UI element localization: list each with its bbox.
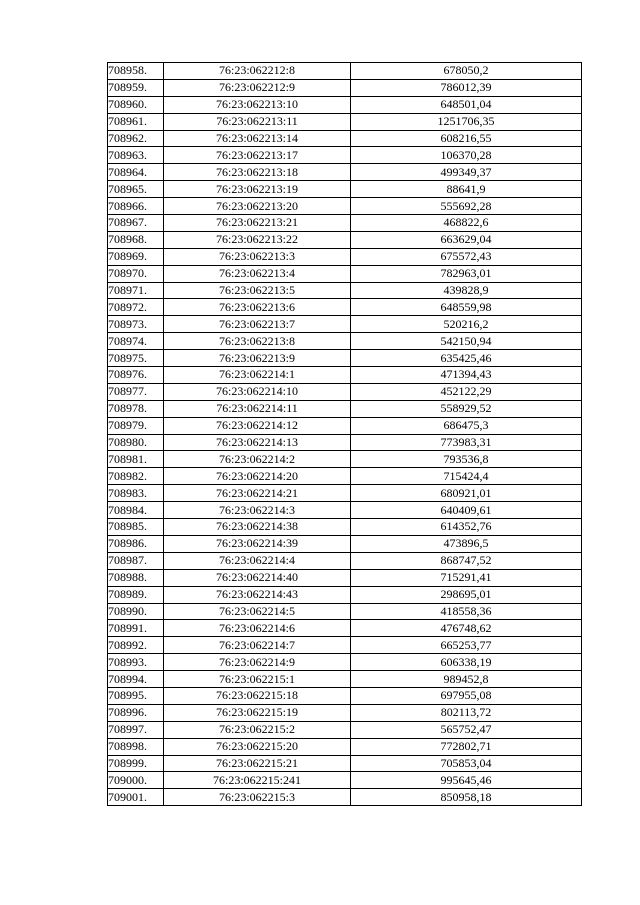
table-row bbox=[108, 502, 582, 519]
row-number-cell: 708969. bbox=[108, 248, 164, 265]
cadastral-value-cell: 499349,37 bbox=[351, 164, 582, 181]
table-row bbox=[108, 400, 582, 417]
cadastral-value-cell: 565752,47 bbox=[351, 721, 582, 738]
table-row bbox=[108, 282, 582, 299]
cadastral-number-cell: 76:23:062214:1 bbox=[164, 367, 351, 384]
table-row bbox=[108, 789, 582, 806]
table-row bbox=[108, 417, 582, 434]
row-number-cell: 708976. bbox=[108, 367, 164, 384]
cadastral-number-cell: 76:23:062214:7 bbox=[164, 637, 351, 654]
cadastral-number-cell: 76:23:062212:8 bbox=[164, 63, 351, 80]
cadastral-number-cell: 76:23:062213:4 bbox=[164, 265, 351, 282]
cadastral-number-cell: 76:23:062214:5 bbox=[164, 603, 351, 620]
cadastral-value-cell: 106370,28 bbox=[351, 147, 582, 164]
row-number-cell: 708978. bbox=[108, 400, 164, 417]
row-number-cell: 708984. bbox=[108, 502, 164, 519]
row-number-cell: 708974. bbox=[108, 333, 164, 350]
row-number-cell: 708958. bbox=[108, 63, 164, 80]
cadastral-value-cell: 476748,62 bbox=[351, 620, 582, 637]
row-number-cell: 708967. bbox=[108, 215, 164, 232]
cadastral-value-cell: 705853,04 bbox=[351, 755, 582, 772]
row-number-cell: 709000. bbox=[108, 772, 164, 789]
row-number-cell: 708975. bbox=[108, 350, 164, 367]
row-number-cell: 708995. bbox=[108, 687, 164, 704]
cadastral-value-cell: 608216,55 bbox=[351, 130, 582, 147]
cadastral-number-cell: 76:23:062213:20 bbox=[164, 198, 351, 215]
cadastral-value-cell: 558929,52 bbox=[351, 400, 582, 417]
row-number-cell: 708965. bbox=[108, 181, 164, 198]
cadastral-number-cell: 76:23:062214:38 bbox=[164, 519, 351, 536]
table-row bbox=[108, 552, 582, 569]
table-row bbox=[108, 130, 582, 147]
row-number-cell: 708977. bbox=[108, 383, 164, 400]
row-number-cell: 708964. bbox=[108, 164, 164, 181]
row-number-cell: 708982. bbox=[108, 468, 164, 485]
table-row bbox=[108, 333, 582, 350]
cadastral-value-cell: 686475,3 bbox=[351, 417, 582, 434]
row-number-cell: 708996. bbox=[108, 704, 164, 721]
cadastral-number-cell: 76:23:062214:6 bbox=[164, 620, 351, 637]
row-number-cell: 709001. bbox=[108, 789, 164, 806]
cadastral-value-cell: 520216,2 bbox=[351, 316, 582, 333]
row-number-cell: 708988. bbox=[108, 569, 164, 586]
cadastral-number-cell: 76:23:062214:12 bbox=[164, 417, 351, 434]
cadastral-value-cell: 782963,01 bbox=[351, 265, 582, 282]
row-number-cell: 708983. bbox=[108, 485, 164, 502]
cadastral-value-cell: 88641,9 bbox=[351, 181, 582, 198]
cadastral-value-cell: 542150,94 bbox=[351, 333, 582, 350]
cadastral-number-cell: 76:23:062213:5 bbox=[164, 282, 351, 299]
cadastral-value-cell: 471394,43 bbox=[351, 367, 582, 384]
table-row bbox=[108, 198, 582, 215]
cadastral-value-cell: 663629,04 bbox=[351, 231, 582, 248]
cadastral-number-cell: 76:23:062213:18 bbox=[164, 164, 351, 181]
cadastral-number-cell: 76:23:062214:40 bbox=[164, 569, 351, 586]
cadastral-number-cell: 76:23:062215:21 bbox=[164, 755, 351, 772]
row-number-cell: 708989. bbox=[108, 586, 164, 603]
table-row bbox=[108, 299, 582, 316]
table-row bbox=[108, 350, 582, 367]
table-row bbox=[108, 603, 582, 620]
table-row bbox=[108, 721, 582, 738]
row-number-cell: 708979. bbox=[108, 417, 164, 434]
cadastral-value-cell: 1251706,35 bbox=[351, 113, 582, 130]
table-row bbox=[108, 654, 582, 671]
table-row bbox=[108, 96, 582, 113]
cadastral-number-cell: 76:23:062214:4 bbox=[164, 552, 351, 569]
table-row bbox=[108, 772, 582, 789]
cadastral-value-cell: 715291,41 bbox=[351, 569, 582, 586]
table-row bbox=[108, 265, 582, 282]
table-row bbox=[108, 519, 582, 536]
cadastral-number-cell: 76:23:062214:9 bbox=[164, 654, 351, 671]
cadastral-number-cell: 76:23:062214:21 bbox=[164, 485, 351, 502]
cadastral-number-cell: 76:23:062214:39 bbox=[164, 535, 351, 552]
cadastral-number-cell: 76:23:062215:18 bbox=[164, 687, 351, 704]
cadastral-value-cell: 640409,61 bbox=[351, 502, 582, 519]
cadastral-value-cell: 868747,52 bbox=[351, 552, 582, 569]
table-row bbox=[108, 704, 582, 721]
cadastral-number-cell: 76:23:062215:20 bbox=[164, 738, 351, 755]
table-row bbox=[108, 535, 582, 552]
row-number-cell: 708973. bbox=[108, 316, 164, 333]
cadastral-number-cell: 76:23:062215:2 bbox=[164, 721, 351, 738]
table-row bbox=[108, 485, 582, 502]
cadastral-number-cell: 76:23:062213:7 bbox=[164, 316, 351, 333]
table-row bbox=[108, 181, 582, 198]
row-number-cell: 708966. bbox=[108, 198, 164, 215]
row-number-cell: 708963. bbox=[108, 147, 164, 164]
table-row bbox=[108, 671, 582, 688]
cadastral-value-cell: 452122,29 bbox=[351, 383, 582, 400]
cadastral-number-cell: 76:23:062213:8 bbox=[164, 333, 351, 350]
table-row bbox=[108, 215, 582, 232]
cadastral-number-cell: 76:23:062214:20 bbox=[164, 468, 351, 485]
row-number-cell: 708999. bbox=[108, 755, 164, 772]
row-number-cell: 708968. bbox=[108, 231, 164, 248]
cadastral-number-cell: 76:23:062214:43 bbox=[164, 586, 351, 603]
cadastral-value-cell: 995645,46 bbox=[351, 772, 582, 789]
cadastral-number-cell: 76:23:062213:3 bbox=[164, 248, 351, 265]
cadastral-value-cell: 468822,6 bbox=[351, 215, 582, 232]
row-number-cell: 708980. bbox=[108, 434, 164, 451]
row-number-cell: 708992. bbox=[108, 637, 164, 654]
row-number-cell: 708987. bbox=[108, 552, 164, 569]
table-row bbox=[108, 434, 582, 451]
cadastral-value-cell: 786012,39 bbox=[351, 79, 582, 96]
row-number-cell: 708986. bbox=[108, 535, 164, 552]
row-number-cell: 708985. bbox=[108, 519, 164, 536]
row-number-cell: 708959. bbox=[108, 79, 164, 96]
cadastral-value-cell: 773983,31 bbox=[351, 434, 582, 451]
table-row bbox=[108, 316, 582, 333]
cadastral-number-cell: 76:23:062213:17 bbox=[164, 147, 351, 164]
cadastral-value-cell: 678050,2 bbox=[351, 63, 582, 80]
cadastral-value-cell: 648501,04 bbox=[351, 96, 582, 113]
table-row bbox=[108, 383, 582, 400]
cadastral-number-cell: 76:23:062215:19 bbox=[164, 704, 351, 721]
table-row bbox=[108, 113, 582, 130]
cadastral-value-cell: 473896,5 bbox=[351, 535, 582, 552]
cadastral-number-cell: 76:23:062215:3 bbox=[164, 789, 351, 806]
row-number-cell: 708961. bbox=[108, 113, 164, 130]
cadastral-number-cell: 76:23:062214:3 bbox=[164, 502, 351, 519]
cadastral-number-cell: 76:23:062212:9 bbox=[164, 79, 351, 96]
table-row bbox=[108, 367, 582, 384]
cadastral-number-cell: 76:23:062214:2 bbox=[164, 451, 351, 468]
cadastral-number-cell: 76:23:062215:1 bbox=[164, 671, 351, 688]
cadastral-value-cell: 850958,18 bbox=[351, 789, 582, 806]
table-row bbox=[108, 586, 582, 603]
cadastral-value-cell: 439828,9 bbox=[351, 282, 582, 299]
cadastral-number-cell: 76:23:062213:11 bbox=[164, 113, 351, 130]
cadastral-value-cell: 772802,71 bbox=[351, 738, 582, 755]
cadastral-value-cell: 715424,4 bbox=[351, 468, 582, 485]
cadastral-value-cell: 802113,72 bbox=[351, 704, 582, 721]
cadastral-value-cell: 606338,19 bbox=[351, 654, 582, 671]
table-row bbox=[108, 620, 582, 637]
table-row bbox=[108, 569, 582, 586]
cadastral-number-cell: 76:23:062214:13 bbox=[164, 434, 351, 451]
cadastral-number-cell: 76:23:062213:6 bbox=[164, 299, 351, 316]
cadastral-value-cell: 418558,36 bbox=[351, 603, 582, 620]
row-number-cell: 708981. bbox=[108, 451, 164, 468]
cadastral-value-table bbox=[107, 62, 582, 806]
table-row bbox=[108, 248, 582, 265]
table-row bbox=[108, 738, 582, 755]
cadastral-value-cell: 675572,43 bbox=[351, 248, 582, 265]
table-row bbox=[108, 451, 582, 468]
row-number-cell: 708997. bbox=[108, 721, 164, 738]
table-row bbox=[108, 637, 582, 654]
cadastral-value-cell: 697955,08 bbox=[351, 687, 582, 704]
cadastral-value-cell: 298695,01 bbox=[351, 586, 582, 603]
cadastral-value-cell: 793536,8 bbox=[351, 451, 582, 468]
cadastral-number-cell: 76:23:062214:11 bbox=[164, 400, 351, 417]
cadastral-value-cell: 648559,98 bbox=[351, 299, 582, 316]
cadastral-value-cell: 555692,28 bbox=[351, 198, 582, 215]
row-number-cell: 708972. bbox=[108, 299, 164, 316]
cadastral-number-cell: 76:23:062213:14 bbox=[164, 130, 351, 147]
cadastral-value-cell: 680921,01 bbox=[351, 485, 582, 502]
row-number-cell: 708962. bbox=[108, 130, 164, 147]
cadastral-number-cell: 76:23:062215:241 bbox=[164, 772, 351, 789]
row-number-cell: 708993. bbox=[108, 654, 164, 671]
row-number-cell: 708971. bbox=[108, 282, 164, 299]
row-number-cell: 708990. bbox=[108, 603, 164, 620]
table-row bbox=[108, 231, 582, 248]
cadastral-number-cell: 76:23:062213:9 bbox=[164, 350, 351, 367]
cadastral-number-cell: 76:23:062214:10 bbox=[164, 383, 351, 400]
row-number-cell: 708970. bbox=[108, 265, 164, 282]
row-number-cell: 708960. bbox=[108, 96, 164, 113]
table-row bbox=[108, 63, 582, 80]
cadastral-value-cell: 989452,8 bbox=[351, 671, 582, 688]
cadastral-value-cell: 614352,76 bbox=[351, 519, 582, 536]
table-row bbox=[108, 79, 582, 96]
table-body bbox=[108, 63, 582, 806]
table-row bbox=[108, 164, 582, 181]
cadastral-value-cell: 635425,46 bbox=[351, 350, 582, 367]
cadastral-value-cell: 665253,77 bbox=[351, 637, 582, 654]
row-number-cell: 708991. bbox=[108, 620, 164, 637]
cadastral-number-cell: 76:23:062213:19 bbox=[164, 181, 351, 198]
table-row bbox=[108, 755, 582, 772]
row-number-cell: 708994. bbox=[108, 671, 164, 688]
cadastral-number-cell: 76:23:062213:21 bbox=[164, 215, 351, 232]
table-row bbox=[108, 468, 582, 485]
row-number-cell: 708998. bbox=[108, 738, 164, 755]
table-row bbox=[108, 147, 582, 164]
cadastral-number-cell: 76:23:062213:10 bbox=[164, 96, 351, 113]
table-row bbox=[108, 687, 582, 704]
cadastral-number-cell: 76:23:062213:22 bbox=[164, 231, 351, 248]
